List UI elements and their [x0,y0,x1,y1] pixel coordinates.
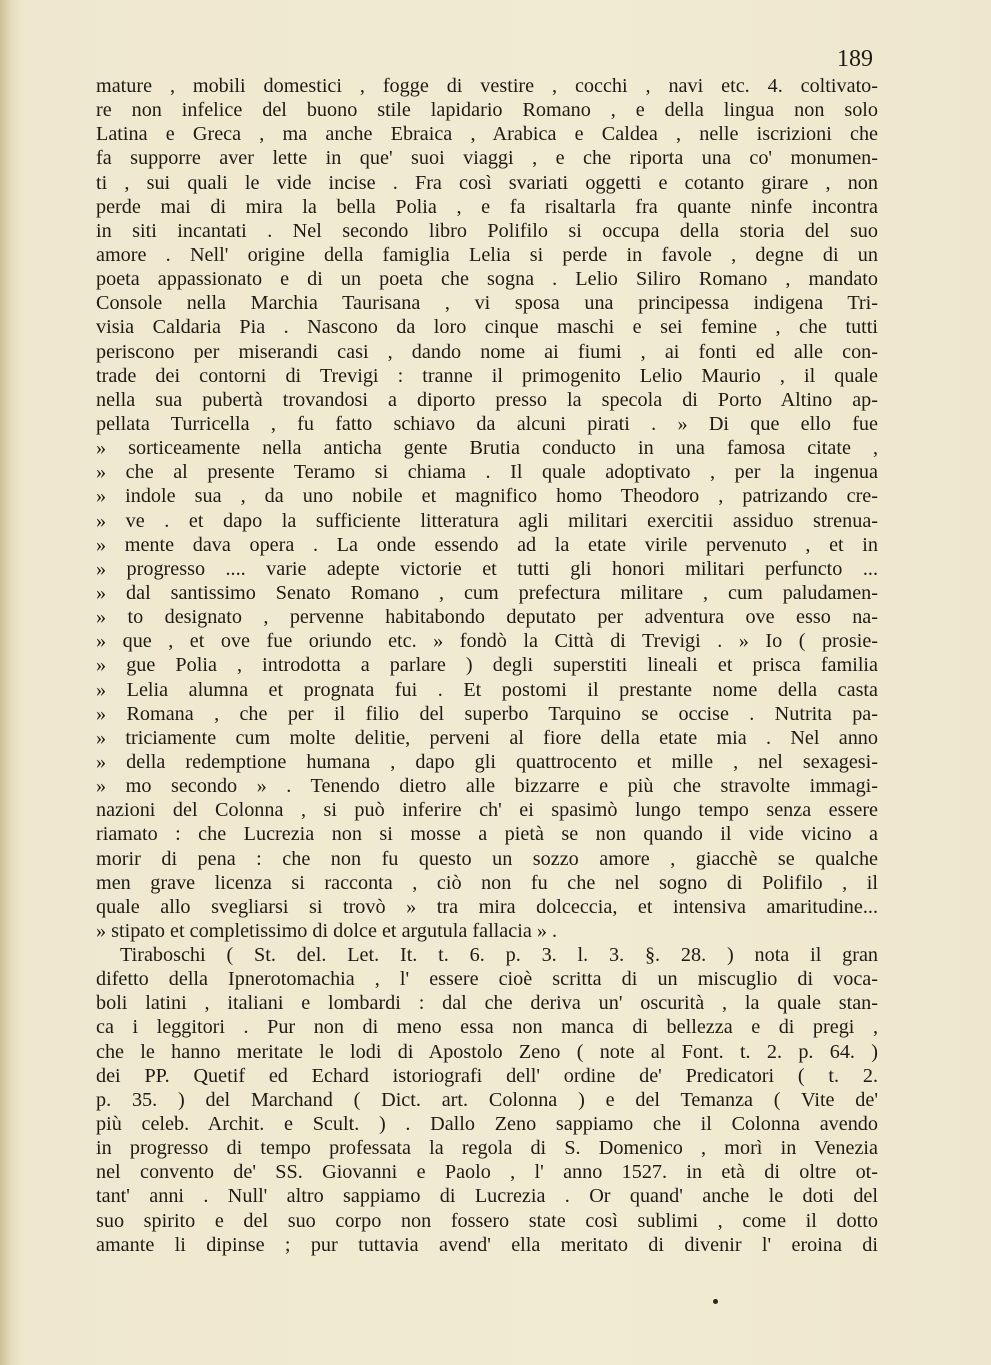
text-line: men grave licenza si racconta , ciò non fu che nel sogno di Polifilo , il [96,871,878,894]
text-line: quale allo svegliarsi si trovò » tra mira dolceccia, et intensiva amaritudine... [96,895,878,918]
text-line: Tiraboschi ( St. del. Let. It. t. 6. p. 3. l. 3. §. 28. ) nota il gran [120,944,878,967]
text-line: » sorticeamente nella anticha gente Brutia conducto in una famosa citate , [96,437,878,460]
text-line: » indole sua , da uno nobile et magnifico homo Theodoro , patrizando cre- [96,485,878,508]
text-line: » Lelia alumna et prognata fui . Et postomi il prestante nome della casta [96,678,878,701]
text-line: visia Caldaria Pia . Nascono da loro cinque maschi e sei femine , che tutti [96,316,878,339]
ink-dot [713,1299,718,1304]
text-line: re non infelice del buono stile lapidario Romano , e della lingua non solo [96,99,878,122]
text-line: » progresso .... varie adepte victorie et tutti gli honori militari perfuncto ... [96,557,878,580]
text-line: » ve . et dapo la sufficiente litteratura agli militari exercitii assiduo strenua- [96,509,878,532]
text-line: morir di pena : che non fu questo un sozzo amore , giacchè se qualche [96,847,878,870]
text-line: trade dei contorni di Trevigi : tranne il primogenito Lelio Maurio , il quale [96,364,878,387]
text-line: » triciamente cum molte delitie, perveni al fiore della etate mia . Nel anno [96,726,878,749]
text-line: » stipato et completissimo di dolce et argutula fallacia » . [96,919,558,942]
text-line: nazioni del Colonna , si può inferire ch' ei spasimò lungo tempo senza essere [96,799,878,822]
text-line: riamato : che Lucrezia non si mosse a pietà se non quando il vide vicino a [96,823,878,846]
body-text [96,74,878,1257]
text-line: p. 35. ) del Marchand ( Dict. art. Colonna ) e del Temanza ( Vite de' [96,1088,878,1111]
text-line: pellata Turricella , fu fatto schiavo da alcuni pirati . » Di que ello fue [96,412,878,435]
text-line: ti , sui quali le vide incise . Fra così svariati oggetti e cotanto girare , non [96,171,878,194]
text-line: più celeb. Archit. e Scult. ) . Dallo Zeno sappiamo che il Colonna avendo [96,1113,878,1136]
text-line: » que , et ove fue oriundo etc. » fondò la Città di Trevigi . » Io ( prosie- [96,630,878,653]
text-line: suo spirito e del suo corpo non fossero state così sublimi , come il dotto [96,1209,878,1232]
text-line: » mente dava opera . La onde essendo ad la etate virile pervenuto , et in [96,533,878,556]
text-line: difetto della Ipnerotomachia , l' essere cioè scritta di un miscuglio di voca- [96,968,878,991]
text-line: Latina e Greca , ma anche Ebraica , Arabica e Caldea , nelle iscrizioni che [96,123,878,146]
text-line: » dal santissimo Senato Romano , cum prefectura militare , cum paludamen- [96,581,878,604]
text-line: periscono per miserandi casi , dando nome ai fiumi , ai fonti ed alle con- [96,340,878,363]
text-line: » della redemptione humana , dapo gli quattrocento et mille , nel sexagesi- [96,750,878,773]
text-line: amore . Nell' origine della famiglia Lelia si perde in favole , degne di un [96,243,878,266]
text-line: tant' anni . Null' altro sappiamo di Lucrezia . Or quand' anche le doti del [96,1185,878,1208]
text-line: che le hanno meritate le lodi di Apostolo Zeno ( note al Font. t. 2. p. 64. ) [96,1040,878,1063]
text-line: » to designato , pervenne habitabondo deputato per adventura ove esso na- [96,606,878,629]
text-line: » mo secondo » . Tenendo dietro alle bizzarre e più che stravolte immagi- [96,775,878,798]
text-line: » che al presente Teramo si chiama . Il quale adoptivato , per la ingenua [96,461,878,484]
text-line: perde mai di mira la bella Polia , e fa risaltarla fra quante ninfe incontra [96,195,878,218]
text-line: » gue Polia , introdotta a parlare ) degli superstiti lineali et prisca familia [96,654,878,677]
text-line: » Romana , che per il filio del superbo Tarquino se occise . Nutrita pa- [96,702,878,725]
text-line: Console nella Marchia Taurisana , vi sposa una principessa indigena Tri- [96,292,878,315]
text-line: dei PP. Quetif ed Echard istoriografi dell' ordine de' Predicatori ( t. 2. [96,1064,878,1087]
text-line: fa supporre aver lette in que' suoi viaggi , e che riporta una co' monumen- [96,147,878,170]
text-line: mature , mobili domestici , fogge di vestire , cocchi , navi etc. 4. coltivato- [96,75,878,97]
text-line: amante li dipinse ; pur tuttavia avend' ella meritato di divenir l' eroina di [96,1233,878,1256]
text-line: poeta appassionato e di un poeta che sogna . Lelio Siliro Romano , mandato [96,268,878,291]
text-line: nella sua pubertà trovandosi a diporto presso la specola di Porto Altino ap- [96,388,878,411]
text-line: nel convento de' SS. Giovanni e Paolo , l' anno 1527. in età di oltre ot- [96,1161,878,1184]
text-line: in progresso di tempo professata la regola di S. Domenico , morì in Venezia [96,1137,878,1160]
text-line: in siti incantati . Nel secondo libro Polifilo si occupa della storia del suo [96,219,878,242]
text-line: boli latini , italiani e lombardi : dal che deriva un' oscurità , la quale stan- [96,992,878,1015]
page-number: 189 [837,46,873,72]
text-line: ca i leggitori . Pur non di meno essa non manca di bellezza e di pregi , [96,1016,878,1039]
